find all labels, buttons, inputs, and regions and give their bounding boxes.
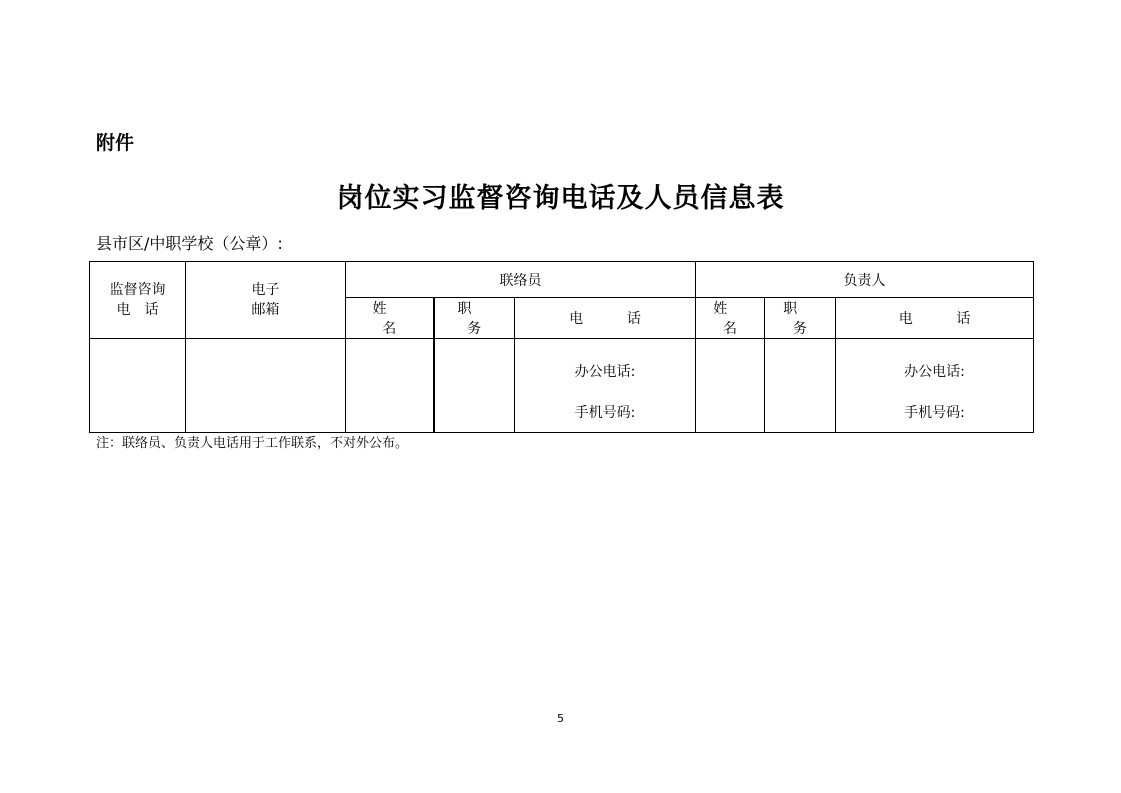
header-liaison-position-text: 职 务 [457,301,501,337]
cell-liaison-name-value[interactable] [346,339,434,433]
header-liaison: 联络员 [346,262,696,298]
responsible-office-phone-label: 办公电话: [904,364,965,380]
header-liaison-phone [515,298,696,339]
header-email-line1: 电子 [251,282,280,298]
header-responsible-phone [836,298,1034,339]
cell-responsible-position-value[interactable] [765,339,836,433]
cell-hotline-value[interactable] [90,339,186,433]
header-email-cell [186,262,346,339]
header-liaison-name-text: 姓 名 [372,301,416,337]
header-responsible-position-text: 职 务 [783,301,827,337]
school-line: 县市区/中职学校（公章）: [96,234,283,253]
cell-responsible-phone [836,339,1034,433]
page-number: 5 [557,712,564,725]
header-liaison-phone-text: 电 话 [569,311,661,327]
header-responsible-name-text: 姓 名 [713,301,757,337]
header-responsible-phone-text: 电 话 [898,311,990,327]
document-title: 岗位实习监督咨询电话及人员信息表 [336,183,785,214]
responsible-mobile-label: 手机号码: [904,405,965,421]
cell-email-value[interactable] [186,339,346,433]
header-responsible-name [696,298,765,339]
footnote: 注：联络员、负责人电话用于工作联系，不对外公布。 [96,436,409,451]
header-liaison-position [434,298,515,339]
header-responsible-position [765,298,836,339]
header-hotline-line1: 监督咨询 [109,282,166,298]
header-hotline-cell [90,262,186,339]
header-email-line2: 邮箱 [251,302,280,318]
liaison-mobile-label: 手机号码: [574,405,636,421]
cell-responsible-name-value[interactable] [696,339,765,433]
attachment-label: 附件 [96,132,135,154]
header-responsible: 负责人 [696,262,1034,298]
cell-liaison-phone [515,339,696,433]
liaison-office-phone-label: 办公电话: [574,364,636,380]
cell-liaison-position-value[interactable] [434,339,515,433]
header-liaison-name [346,298,434,339]
info-table [89,261,1034,433]
header-hotline-line2: 电 话 [116,302,159,318]
